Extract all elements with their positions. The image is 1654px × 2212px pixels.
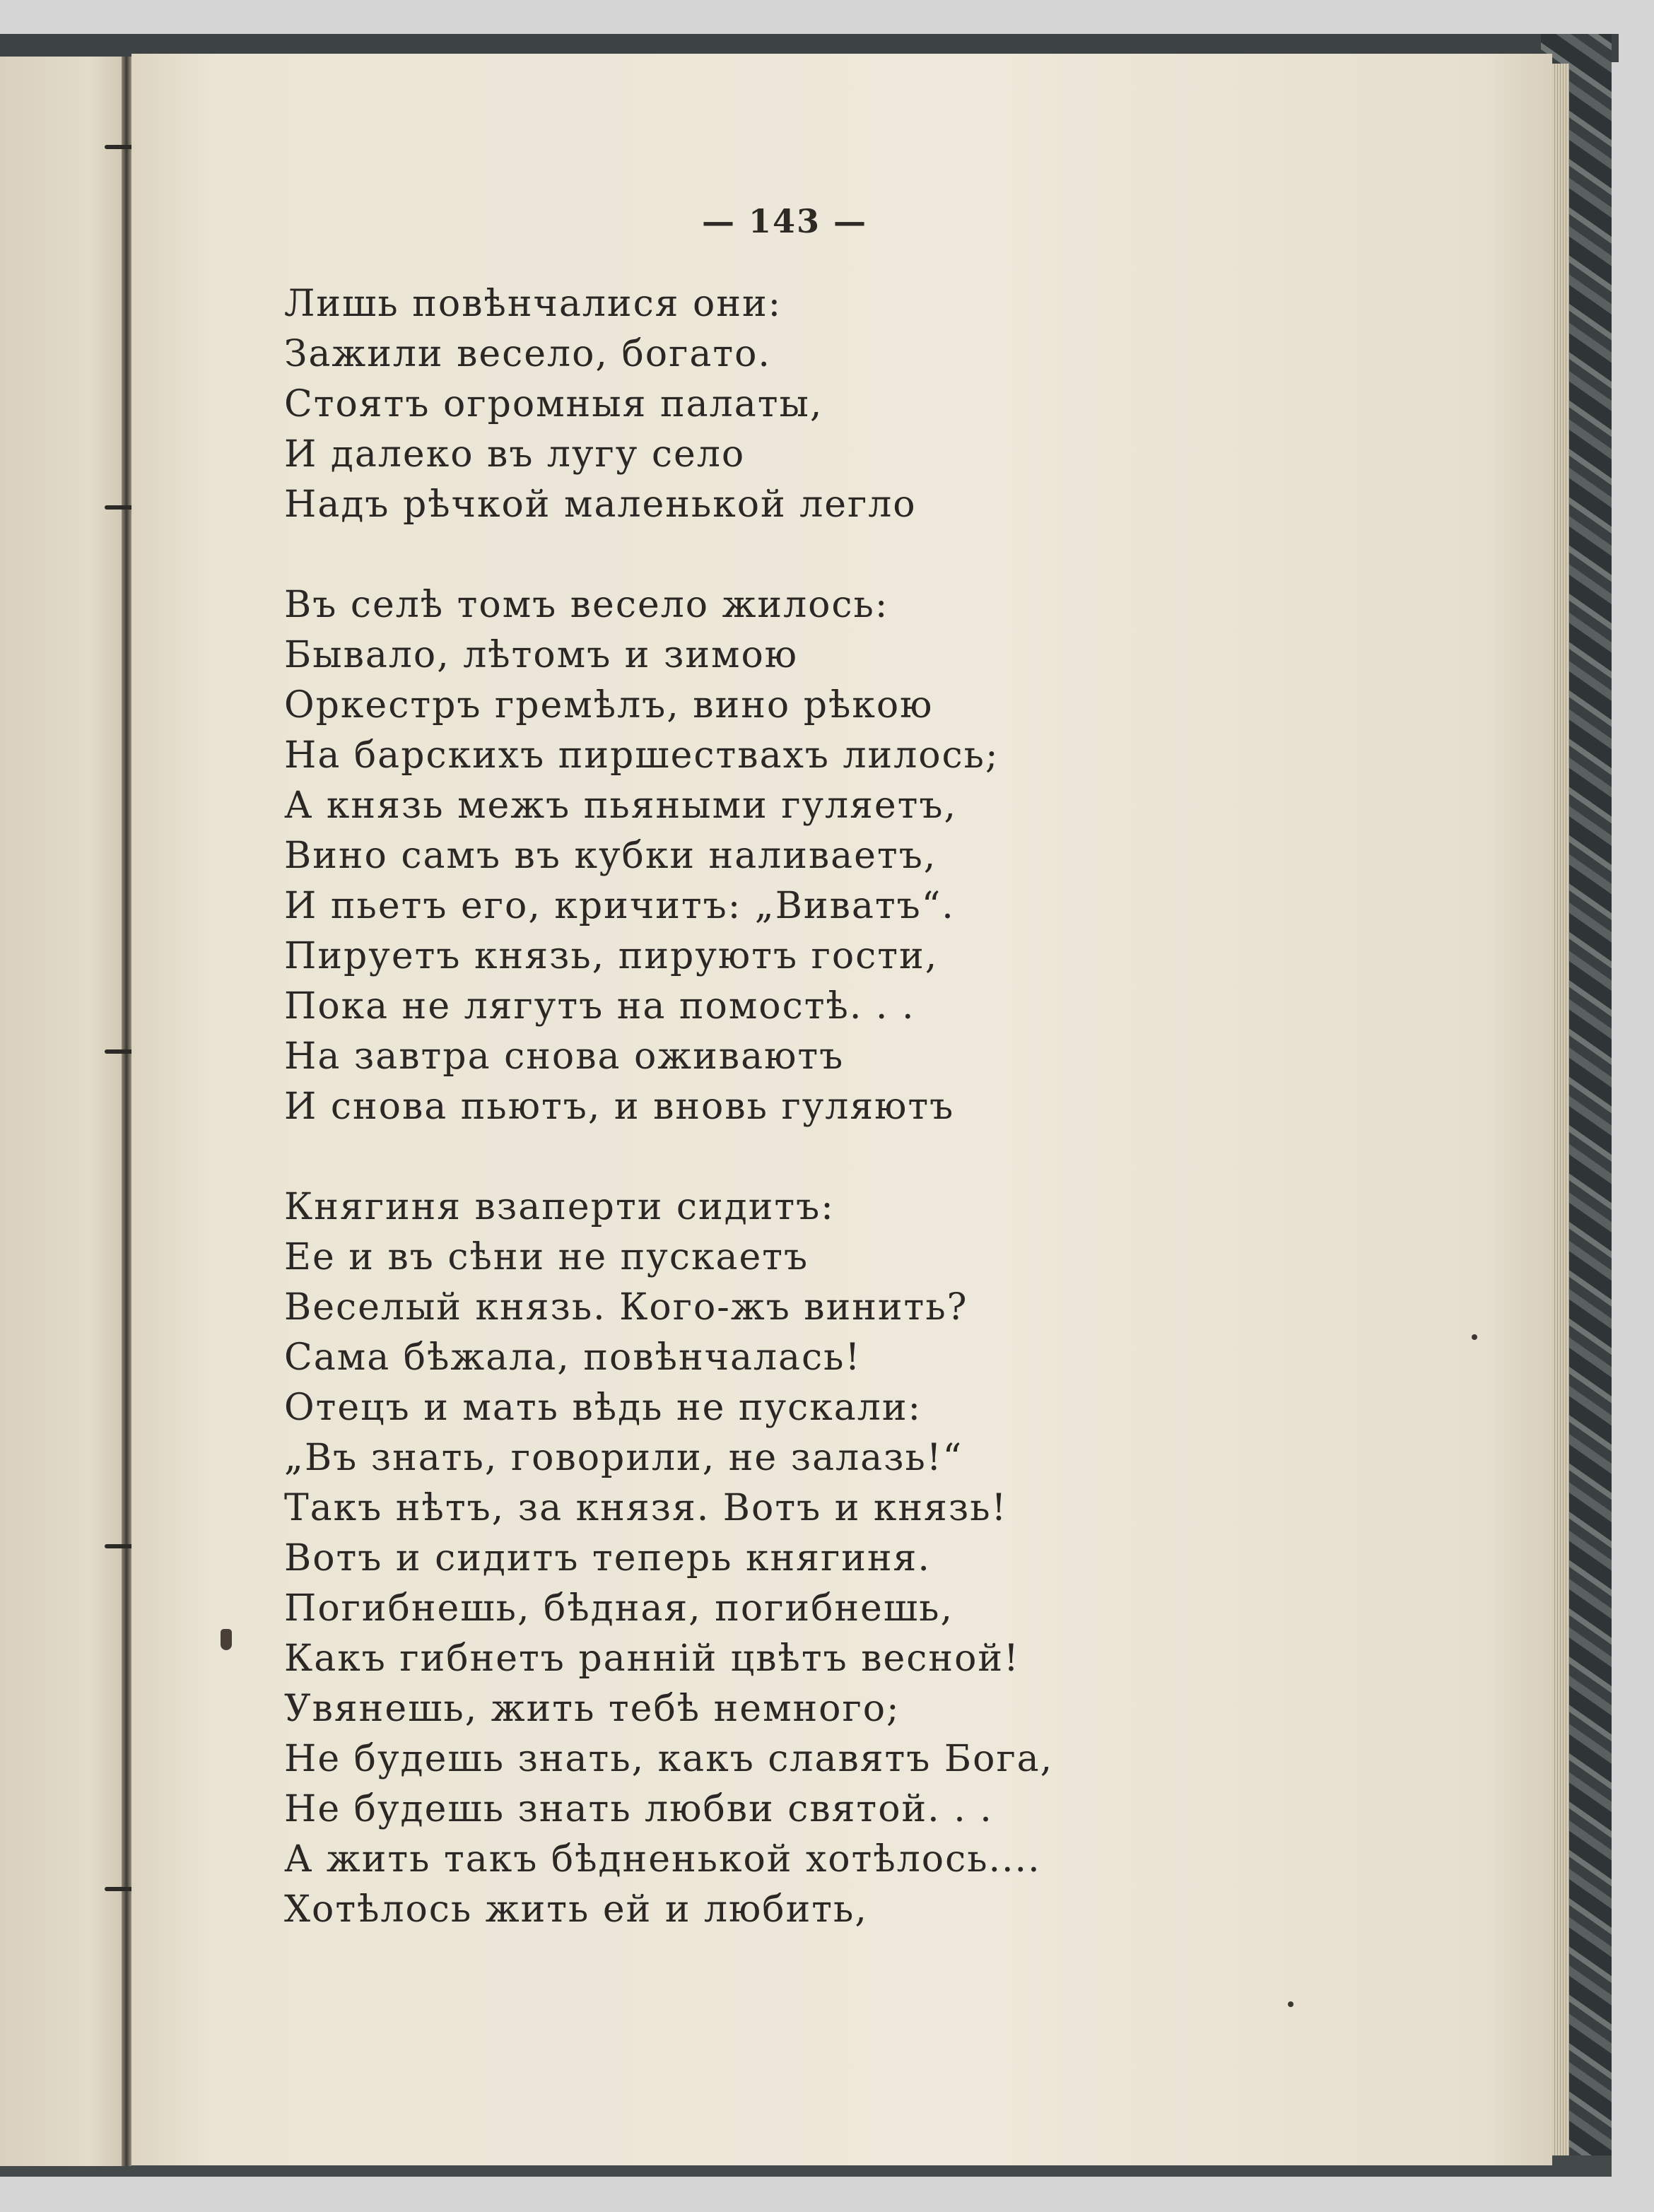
poem-line: Какъ гибнетъ раннiй цвѣтъ весной! — [284, 1637, 1020, 1680]
poem-line: Въ селѣ томъ весело жилось: — [284, 584, 889, 626]
poem-line: Отецъ и мать вѣдь не пускали: — [284, 1387, 922, 1429]
poem-line: Пируетъ князь, пируютъ гости, — [284, 935, 939, 977]
poem-line: Оркестръ гремѣлъ, вино рѣкою — [284, 684, 934, 726]
poem-line: А жить такъ бѣдненькой хотѣлось.... — [284, 1838, 1041, 1881]
paper-speck — [1288, 2001, 1294, 2007]
poem-line: Стоятъ огромныя палаты, — [284, 383, 823, 425]
poem-line: И далеко въ лугу село — [284, 433, 746, 476]
poem-line: Сама бѣжала, повѣнчалась! — [284, 1336, 862, 1379]
ink-blot — [221, 1629, 232, 1650]
stanza — [284, 1182, 1053, 1935]
poem-line: Хотѣлось жить ей и любить, — [284, 1888, 868, 1931]
poem-line: На барскихъ пиршествахъ лилось; — [284, 734, 999, 777]
stanza — [284, 580, 1053, 1132]
poem-line: И пьетъ его, кричитъ: „Виватъ“. — [284, 885, 955, 927]
poem-line: Такъ нѣтъ, за князя. Вотъ и князь! — [284, 1487, 1008, 1529]
poem-line: На завтра снова оживаютъ — [284, 1035, 845, 1078]
poem-line: Пока не лягутъ на помостѣ. . . — [284, 985, 915, 1028]
poem-line: „Въ знать, говорили, не залазь!“ — [284, 1437, 963, 1479]
poem-line: Вотъ и сидитъ теперь княгиня. — [284, 1537, 931, 1579]
poem-line: Надъ рѣчкой маленькой легло — [284, 483, 917, 526]
poem-line: Бывало, лѣтомъ и зимою — [284, 634, 799, 676]
page-stack-edge — [1552, 64, 1569, 2155]
poem-line: Княгиня взаперти сидитъ: — [284, 1186, 835, 1228]
paper-speck — [1472, 1334, 1477, 1340]
left-page-edge — [0, 57, 127, 2166]
page-number: — 143 — — [701, 202, 868, 240]
poem-line: Вино самъ въ кубки наливаетъ, — [284, 835, 937, 877]
poem-line: Не будешь знать любви святой. . . — [284, 1788, 993, 1830]
poem-line: Лишь повѣнчалися они: — [284, 283, 782, 325]
poem-line: А князь межъ пьяными гуляетъ, — [284, 784, 958, 827]
poem-line: Погибнешь, бѣдная, погибнешь, — [284, 1587, 954, 1630]
poem-line: Не будешь знать, какъ славятъ Бога, — [284, 1738, 1054, 1780]
poem-line: Зажили весело, богато. — [284, 333, 771, 375]
stanza — [284, 279, 1053, 530]
poem-line: И снова пьютъ, и вновь гуляютъ — [284, 1086, 955, 1128]
poem-line: Ее и въ сѣни не пускаетъ — [284, 1236, 809, 1278]
poem-text — [284, 279, 1053, 1985]
book-gutter — [122, 57, 131, 2166]
poem-line: Увянешь, жить тебѣ немного; — [284, 1688, 901, 1730]
poem-line: Веселый князь. Кого-жъ винить? — [284, 1286, 968, 1329]
